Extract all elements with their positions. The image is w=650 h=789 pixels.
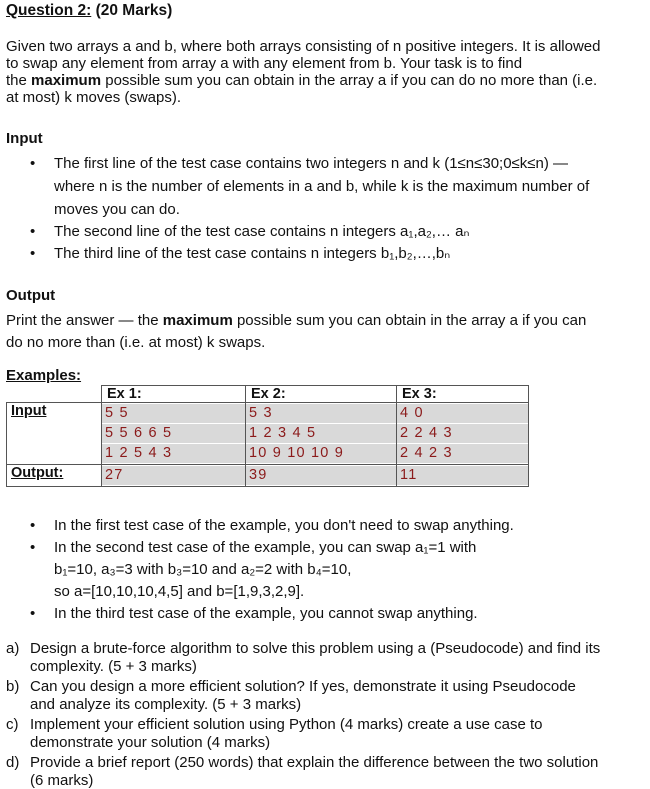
bullet-icon: • [30, 155, 36, 172]
input-heading: Input [6, 130, 43, 147]
task-item: c) Implement your efficient solution using Python (4 marks) create a use case to demonstrate your solution (4 marks) [6, 716, 543, 751]
list-item: • In the first test case of the example, you don't need to swap anything. [54, 515, 514, 537]
list-item: • The third line of the test case contains n integers b₁,b₂,…,bₙ [54, 243, 589, 265]
example-input-cell: 5 3 1 2 3 4 5 10 9 10 10 9 [246, 403, 397, 465]
output-paragraph: Print the answer — the maximum possible sum you can obtain in the array a if you can do no more than (i.e. at most) k swaps. [6, 312, 587, 351]
task-list [6, 640, 646, 789]
example-output-cell: 27 [102, 465, 246, 487]
bullet-icon: • [30, 223, 36, 240]
bullet-icon: • [30, 245, 36, 262]
intro-paragraph [6, 38, 600, 106]
task-item: d) Provide a brief report (250 words) that explain the difference between the two solution (6 marks) [6, 754, 599, 789]
question-title [6, 2, 172, 20]
intro-line: Given two arrays a and b, where both arrays consisting of n positive integers. It is allowed [6, 38, 601, 55]
input-row-label: Input [7, 403, 102, 465]
example-header: Ex 2: [246, 386, 397, 403]
output-row-label: Output: [7, 465, 102, 487]
bullet-icon: • [30, 605, 36, 622]
list-item: • The first line of the test case contains two integers n and k (1≤n≤30;0≤k≤n) — where n is the number of elements in a and b, while k is the maximum number of moves you can do. [54, 152, 589, 221]
bullet-icon: • [30, 517, 36, 534]
task-letter: c) [6, 716, 19, 733]
table-row [7, 465, 529, 487]
input-bullet-list [30, 152, 590, 265]
list-item: • In the second test case of the example, you can swap a₁=1 with b₁=10, a₃=3 with b₃=10 and a₂=2 with b₄=10, so a=[10,10,10,4,5] and b=[1,9,3,2,9]. [30, 539, 477, 600]
examples-table [6, 385, 529, 487]
emphasis-maximum: maximum [31, 72, 102, 89]
bullet-icon: • [30, 539, 36, 556]
example-input-cell: 5 5 5 5 6 6 5 1 2 5 4 3 [102, 403, 246, 465]
task-letter: a) [6, 640, 20, 657]
example-header: Ex 3: [397, 386, 529, 403]
task-item: b) Can you design a more efficient solution? If yes, demonstrate it using Pseudocode and analyze its complexity. (5 + 3 marks) [6, 678, 576, 713]
emphasis-maximum: maximum [162, 312, 233, 329]
task-letter: d) [6, 754, 20, 771]
intro-line: at most) k moves (swaps). [6, 89, 182, 106]
question-number: Question 2: [6, 2, 92, 19]
task-item: a) Design a brute-force algorithm to solve this problem using a (Pseudocode) and find its complexity. (5 + 3 marks) [6, 640, 601, 675]
question-marks: (20 Marks) [91, 2, 173, 19]
example-input-cell: 4 0 2 2 4 3 2 4 2 3 [397, 403, 529, 465]
intro-line: to swap any element from array a with any element from b. Your task is to find [6, 55, 523, 72]
notes-bullet-list [30, 515, 514, 625]
list-item: • The second line of the test case contains n integers a₁,a₂,… aₙ [54, 221, 589, 243]
output-heading: Output [6, 287, 56, 304]
task-letter: b) [6, 678, 20, 695]
table-row [7, 386, 529, 403]
intro-line: the maximum possible sum you can obtain in the array a if you can do no more than (i.e. [6, 72, 598, 89]
examples-heading: Examples: [6, 367, 82, 384]
example-output-cell: 11 [397, 465, 529, 487]
list-item: • In the third test case of the example, you cannot swap anything. [54, 603, 514, 625]
example-output-cell: 39 [246, 465, 397, 487]
example-header: Ex 1: [102, 386, 246, 403]
table-row [7, 403, 529, 465]
